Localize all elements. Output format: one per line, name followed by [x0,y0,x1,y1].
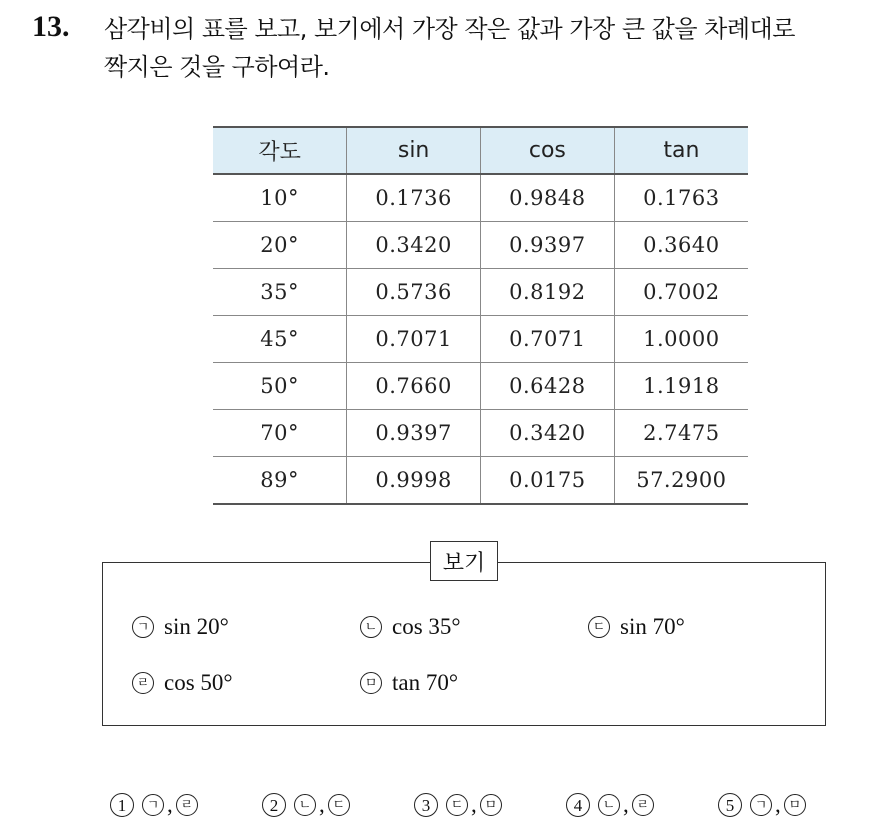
cell-tan: 57.2900 [614,457,748,505]
table-row [213,457,748,505]
cell-sin: 0.3420 [347,222,481,269]
cell-tan: 2.7475 [614,410,748,457]
bogi-item [588,614,685,640]
bogi-item [132,670,233,696]
cell-angle: 35° [213,269,347,316]
choice-mark: ㄱ [750,794,772,816]
cell-cos: 0.8192 [481,269,615,316]
item-expression: cos 35° [392,614,461,639]
question-text [104,10,874,86]
bogi-item [132,614,229,640]
item-expression: cos 50° [164,670,233,695]
choice-mark: ㄴ [598,794,620,816]
header-tan: tan [614,127,748,174]
cell-cos: 0.6428 [481,363,615,410]
answer-choice-5[interactable] [718,792,806,818]
choice-mark: ㄹ [632,794,654,816]
answer-choice-2[interactable] [262,792,350,818]
cell-angle: 50° [213,363,347,410]
cell-cos: 0.3420 [481,410,615,457]
cell-tan: 1.1918 [614,363,748,410]
item-mark: ㅁ [360,672,382,694]
bogi-item [360,670,458,696]
cell-cos: 0.0175 [481,457,615,505]
choice-number: 5 [718,793,742,817]
choice-mark: ㄷ [446,794,468,816]
cell-cos: 0.7071 [481,316,615,363]
choice-pair: ㄱ , ㅁ [750,792,806,818]
trig-ratio-table [213,126,748,505]
table-row [213,316,748,363]
bogi-title: 보기 [430,541,498,581]
cell-sin: 0.7071 [347,316,481,363]
item-expression: tan 70° [392,670,459,695]
cell-tan: 0.7002 [614,269,748,316]
item-mark: ㄱ [132,616,154,638]
question-line-2: 짝지은 것을 구하여라. [104,53,330,81]
cell-angle: 20° [213,222,347,269]
choice-mark: ㄷ [328,794,350,816]
choice-number: 1 [110,793,134,817]
question-line-1: 삼각비의 표를 보고, 보기에서 가장 작은 값과 가장 큰 값을 차례대로 [104,15,795,43]
choice-mark: ㄴ [294,794,316,816]
choice-pair: ㄱ , ㄹ [142,792,198,818]
table-row [213,174,748,222]
choice-pair: ㄷ , ㅁ [446,792,502,818]
cell-sin: 0.9998 [347,457,481,505]
answer-choice-4[interactable] [566,792,654,818]
item-mark: ㄷ [588,616,610,638]
bogi-item [360,614,461,640]
item-expression: sin 70° [620,614,685,639]
table-row [213,269,748,316]
question-number: 13. [32,10,70,43]
cell-tan: 1.0000 [614,316,748,363]
table-header-row [213,127,748,174]
choice-mark: ㄹ [176,794,198,816]
cell-sin: 0.7660 [347,363,481,410]
choice-pair: ㄴ , ㄷ [294,792,350,818]
cell-cos: 0.9848 [481,174,615,222]
choice-number: 4 [566,793,590,817]
table-row [213,222,748,269]
cell-angle: 10° [213,174,347,222]
item-mark: ㄴ [360,616,382,638]
table-row [213,410,748,457]
choice-pair: ㄴ , ㄹ [598,792,654,818]
cell-angle: 70° [213,410,347,457]
cell-tan: 0.3640 [614,222,748,269]
choice-mark: ㅁ [480,794,502,816]
choice-mark: ㄱ [142,794,164,816]
cell-sin: 0.5736 [347,269,481,316]
choice-mark: ㅁ [784,794,806,816]
choice-number: 3 [414,793,438,817]
item-mark: ㄹ [132,672,154,694]
cell-cos: 0.9397 [481,222,615,269]
cell-sin: 0.9397 [347,410,481,457]
header-sin: sin [347,127,481,174]
answer-choice-1[interactable] [110,792,198,818]
item-expression: sin 20° [164,614,229,639]
choice-number: 2 [262,793,286,817]
cell-tan: 0.1763 [614,174,748,222]
table-row [213,363,748,410]
header-cos: cos [481,127,615,174]
bogi-box [102,562,826,726]
cell-angle: 89° [213,457,347,505]
header-angle: 각도 [213,127,347,174]
cell-sin: 0.1736 [347,174,481,222]
answer-choice-3[interactable] [414,792,502,818]
cell-angle: 45° [213,316,347,363]
